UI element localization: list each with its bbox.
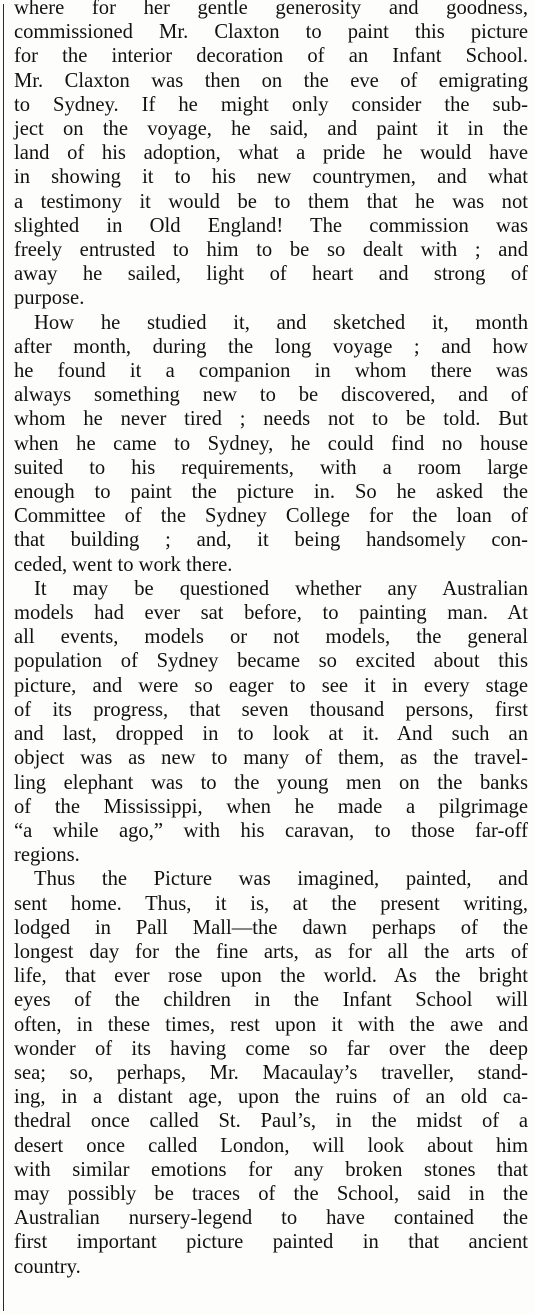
text-line: away he sailed, light of heart and strong of bbox=[14, 263, 528, 286]
text-line: Mr. Claxton was then on the eve of emigrating bbox=[14, 69, 528, 92]
text-line: picture, and were so eager to see it in every stage bbox=[14, 674, 528, 697]
article-column bbox=[14, 0, 528, 1279]
text-line: land of his adoption, what a pride he would have bbox=[14, 142, 528, 165]
text-line: for the interior decoration of an Infant School. bbox=[14, 45, 528, 68]
text-line: population of Sydney became so excited about this bbox=[14, 650, 528, 673]
text-line: may possibly be traces of the School, said in the bbox=[14, 1182, 528, 1205]
article-paragraph bbox=[14, 867, 528, 1278]
text-line: sent home. Thus, it is, at the present writing, bbox=[14, 892, 528, 915]
text-line: of its progress, that seven thousand persons, first bbox=[14, 698, 528, 721]
text-line: eyes of the children in the Infant School will bbox=[14, 989, 528, 1012]
text-line: he found it a companion in whom there was bbox=[14, 360, 528, 383]
text-line: where for her gentle generosity and goodness, bbox=[14, 0, 528, 19]
text-line: Thus the Picture was imagined, painted, and bbox=[34, 868, 528, 891]
text-line: life, that ever rose upon the world. As the bright bbox=[14, 965, 528, 988]
text-line: first important picture painted in that ancient bbox=[14, 1231, 528, 1254]
text-line: wonder of its having come so far over the deep bbox=[14, 1037, 528, 1060]
text-line: longest day for the fine arts, as for all the arts of bbox=[14, 940, 528, 963]
text-line: all events, models or not models, the general bbox=[14, 626, 528, 649]
text-line: slighted in Old England! The commission was bbox=[14, 214, 528, 237]
text-line: with similar emotions for any broken stones that bbox=[14, 1158, 528, 1181]
text-line: It may be questioned whether any Australian bbox=[34, 577, 528, 600]
text-line: Committee of the Sydney College for the loan of bbox=[14, 505, 528, 528]
text-line: and last, dropped in to look at it. And such an bbox=[14, 723, 528, 746]
text-line: Australian nursery-legend to have contained the bbox=[14, 1207, 528, 1230]
text-line: “a while ago,” with his caravan, to those far-off bbox=[14, 819, 528, 842]
text-line: lodged in Pall Mall—the dawn perhaps of the bbox=[14, 916, 528, 939]
article-paragraph bbox=[14, 577, 528, 867]
text-line: of the Mississippi, when he made a pilgrimage bbox=[14, 795, 528, 818]
text-line: models had ever sat before, to painting man. At bbox=[14, 602, 528, 625]
text-line: commissioned Mr. Claxton to paint this picture bbox=[14, 21, 528, 44]
article-paragraph bbox=[14, 0, 528, 311]
text-line: purpose. bbox=[14, 287, 85, 310]
text-line: that building ; and, it being handsomely con- bbox=[14, 529, 528, 552]
text-line: sea; so, perhaps, Mr. Macaulay’s traveller, stand- bbox=[14, 1061, 528, 1084]
text-line: in showing it to his new countrymen, and what bbox=[14, 166, 528, 189]
text-line: country. bbox=[14, 1255, 81, 1278]
text-line: desert once called London, will look about him bbox=[14, 1134, 528, 1157]
article-paragraph bbox=[14, 311, 528, 577]
text-line: to Sydney. If he might only consider the sub- bbox=[14, 93, 528, 116]
text-line: object was as new to many of them, as the travel- bbox=[14, 747, 528, 770]
text-line: ceded, went to work there. bbox=[14, 553, 233, 576]
text-line: ing, in a distant age, upon the ruins of an old ca- bbox=[14, 1086, 528, 1109]
text-line: suited to his requirements, with a room large bbox=[14, 456, 528, 479]
text-line: How he studied it, and sketched it, month bbox=[34, 311, 528, 334]
text-line: after month, during the long voyage ; and how bbox=[14, 335, 528, 358]
text-line: regions. bbox=[14, 844, 80, 867]
text-line: a testimony it would be to them that he was not bbox=[14, 190, 528, 213]
text-line: whom he never tired ; needs not to be told. But bbox=[14, 408, 528, 431]
text-line: often, in these times, rest upon it with the awe and bbox=[14, 1013, 528, 1036]
column-rule bbox=[3, 4, 4, 1311]
text-line: always something new to be discovered, and of bbox=[14, 384, 528, 407]
text-line: ject on the voyage, he said, and paint it in the bbox=[14, 118, 528, 141]
text-line: freely entrusted to him to be so dealt with ; and bbox=[14, 239, 528, 262]
text-line: when he came to Sydney, he could find no house bbox=[14, 432, 528, 455]
text-line: enough to paint the picture in. So he asked the bbox=[14, 481, 528, 504]
text-line: ling elephant was to the young men on the banks bbox=[14, 771, 528, 794]
text-line: thedral once called St. Paul’s, in the midst of a bbox=[14, 1110, 528, 1133]
